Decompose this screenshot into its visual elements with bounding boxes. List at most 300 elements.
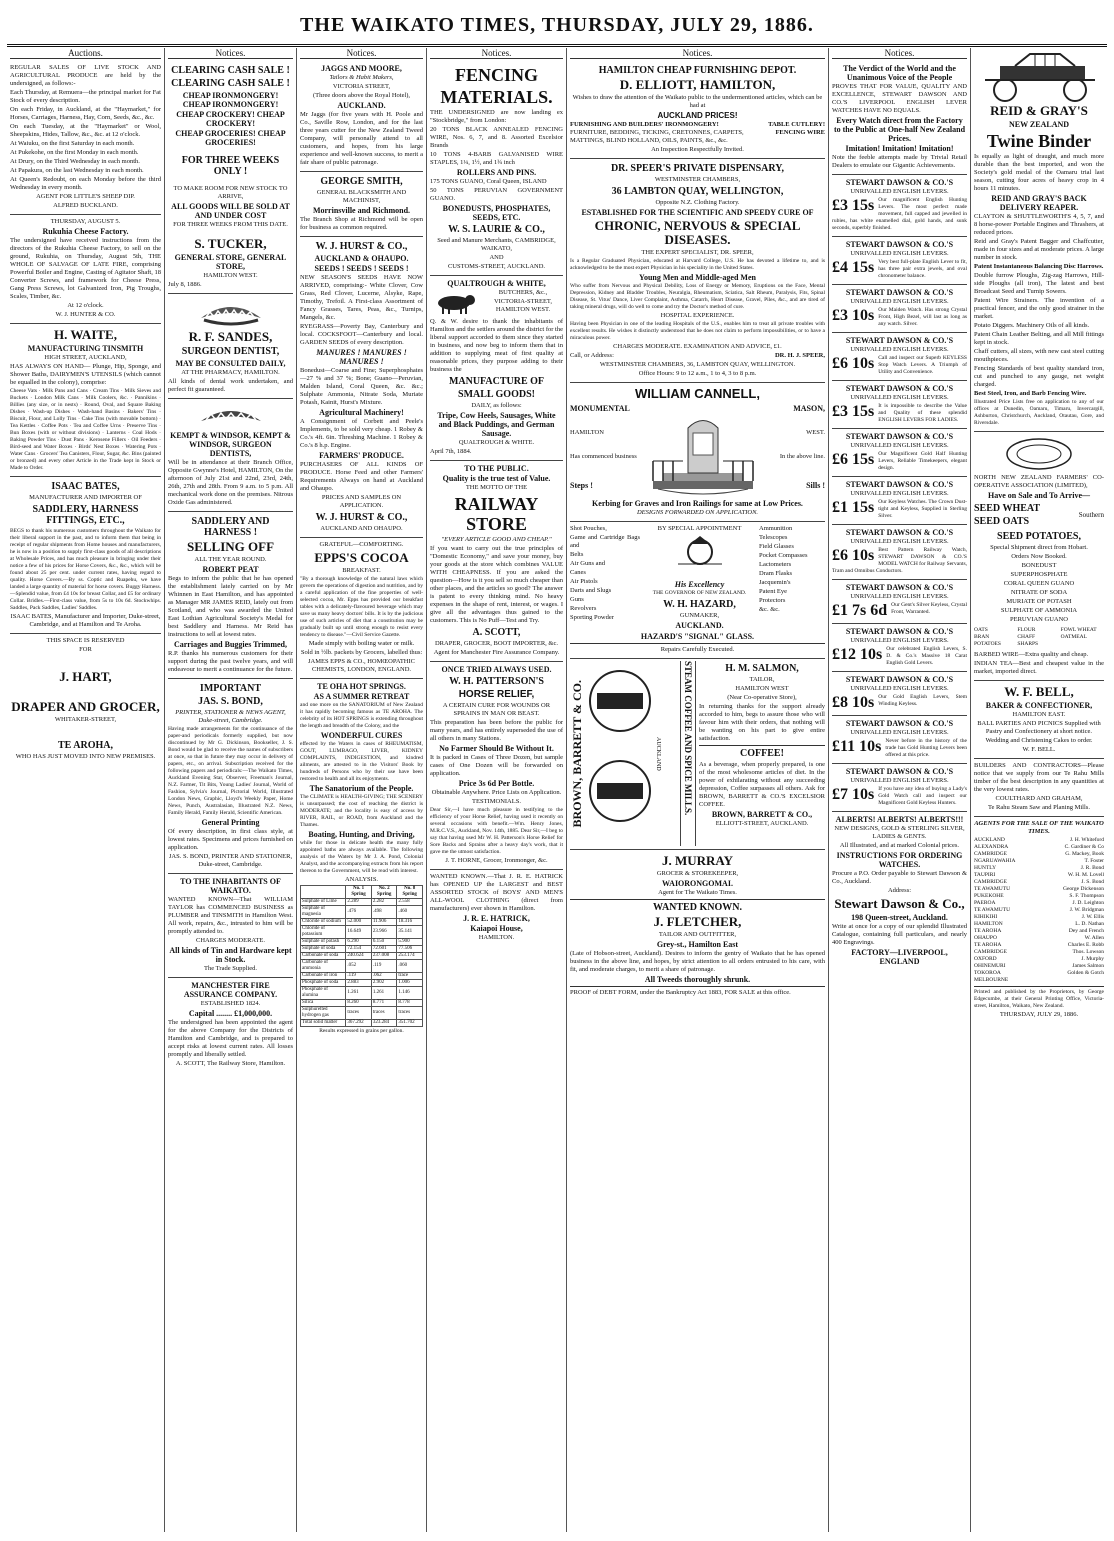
agent-name: J. W. Bridgman (1069, 907, 1104, 913)
advert-text: A Consignment of Corbett and Peele's Implements, to be sold very cheap. 1 Robey & Co.'s 4ft. 6in. Threshing Machine. 1 Robey & Co.'s 8 h.p. Engine. (300, 418, 423, 449)
auction-text: Each Thursday, at Remuera—the principal market for Fat Stock of every description. (10, 89, 161, 104)
auction-text: On each Friday, in Auckland, at the "Haymarket," for Horses, Carriages, Harness, Hay, Corn, Seeds, &c., &c. (10, 106, 161, 121)
advert-line: MAY BE CONSULTED DAILY, (175, 359, 286, 368)
analysis-cell: Sulphate of soda (301, 946, 346, 953)
advert-heading: RAILWAY STORE (454, 494, 539, 534)
analysis-cell: .062 (371, 973, 397, 980)
grain-item: FOWL WHEAT (1060, 627, 1097, 633)
advert-line: GRATEFUL—COMFORTING. (319, 541, 404, 548)
advert-line: BREAKFAST. (342, 567, 381, 574)
advertiser-trade: BAKER & CONFECTIONER, (985, 701, 1093, 710)
watch-subtitle: UNRIVALLED ENGLISH LEVERS. (850, 777, 949, 784)
cannell-advert (570, 383, 825, 522)
agent-name: Charles E. Robb (1067, 942, 1104, 948)
watch-brand: STEWART DAWSON & CO.'S (845, 178, 954, 187)
agent-name: C. Gardiner & Co (1064, 844, 1104, 850)
cannell-body (570, 403, 825, 498)
agent-town: TE AWAMUTU (974, 907, 1011, 913)
advert-line: Special Shipment direct from Hobart. (990, 544, 1088, 551)
agent-name: W. H. M. Lovell (1067, 872, 1104, 878)
advertiser-trade: DRAPER AND GROCER, (11, 699, 160, 714)
analysis-cell: 2.558 (397, 899, 423, 906)
advert-text: Patent Wire Strainers. The invention of a practical fencer, and the only good strainer in the market. (974, 297, 1104, 320)
analysis-column-header: No. 1 Spring (346, 886, 372, 899)
watch-description: Never before in the history of the trade has Gold Hunting Levers been offered at this price. (885, 738, 967, 758)
advertiser-name: D. ELLIOTT, HAMILTON, (619, 77, 776, 92)
grain-item: FLOUR (1017, 627, 1036, 633)
advertiser-trade: GENERAL BLACKSMITH AND MACHINIST, (316, 189, 407, 204)
agent-row (974, 907, 1104, 914)
analysis-cell: .119 (346, 973, 372, 980)
dawson-intro (832, 61, 967, 175)
advert-line: FACTORY—LIVERPOOL, ENGLAND (851, 948, 948, 966)
analysis-cell: .476 (346, 906, 372, 919)
watch-brand: STEWART DAWSON & CO.'S (845, 336, 954, 345)
analysis-header-row (301, 886, 423, 899)
advert-line: FURNISHING AND BUILDERS' IRONMONGERY! (570, 121, 719, 128)
advertiser-name: W. J. HUNTER & CO. (55, 311, 116, 318)
watch-description: Our celebrated English Levers, S. D. & Co.'s Massive 18 Carat English Gold Levers. (886, 646, 967, 666)
hazard-item: Air Guns and (570, 560, 606, 567)
advert-line: FOR THREE WEEKS FROM THIS DATE. (173, 221, 288, 228)
column-heading: Notices. (168, 48, 293, 59)
column-heading: Notices. (430, 48, 563, 59)
advert-heading: Boating, Hunting, and Driving, (308, 830, 415, 839)
hazard-item: &c. &c. (759, 606, 780, 613)
analysis-cell: 35.141 (397, 926, 423, 939)
advert-line: Orders Now Booked. (1011, 553, 1067, 560)
agent-town: TE AROHA (974, 942, 1002, 948)
advertiser-address: Opposite N.Z. Clothing Factory. (655, 199, 740, 206)
analysis-cell: Sulphate of Lime (301, 899, 346, 906)
watch-description: Our Maiden Watch. Has strong Crystal Front, High Bezel, will last as long as any watch. Silver. (878, 307, 967, 327)
advertiser-name: W. H. HAZARD, (663, 599, 736, 610)
advert-line: The Trade Supplied. (204, 965, 257, 972)
advertiser-signature: JAMES EPPS & CO., HOMŒOPATHIC CHEMISTS, LONDON, ENGLAND. (307, 658, 416, 673)
watch-description: Our Gold English Levers, Stem Winding Keyless. (878, 694, 967, 707)
agent-name: J. H. Whiteford (1069, 837, 1104, 843)
tucker-advert (168, 61, 293, 294)
agent-town: AUCKLAND (974, 837, 1005, 843)
advert-text: BUILDERS AND CONTRACTORS—Please notice that we supply from our Te Rahu Mills timber of the best description in any quantities at the very lowest rates. (974, 762, 1104, 793)
watch-brand: STEWART DAWSON & CO.'S (845, 627, 954, 636)
advert-line: Every Watch direct from the Factory to the Public at One-half New Zealand Prices. (833, 116, 966, 143)
column-3 (297, 48, 427, 1532)
advertiser-trade: SADDLERY, HARNESS FITTINGS, ETC., (32, 504, 139, 526)
agent-name: J. W. Ellis (1081, 914, 1104, 920)
fencing-advert (430, 61, 563, 276)
advertiser-address: AUCKLAND & OHAUPO. (314, 254, 409, 263)
bell-advert (974, 681, 1104, 759)
agent-name: Golden & Gotch (1067, 970, 1104, 976)
analysis-cell: traces (371, 1007, 397, 1020)
hazard-item: Guns (570, 596, 584, 603)
watch-advert (832, 624, 967, 672)
te-aroha-springs-advert (300, 679, 423, 1039)
coffee-mills-label: STEAM COFFEE AND SPICE MILLS. (681, 661, 696, 846)
advert-line: DESIGNS FORWARDED ON APPLICATION. (636, 509, 759, 516)
advert-line: ALL GOODS WILL BE SOLD AT AND UNDER COST (171, 202, 290, 220)
advert-heading: HAMILTON CHEAP FURNISHING DEPOT. (598, 65, 797, 76)
advert-text: while for those in delicate health the many fully appointed baths are always available. The following analysis of the Waters by Mr J. A. Pond, Colonial Analyst, and the accompanying extracts from his report thereon to the Government, will be read with interest. (300, 840, 423, 874)
coffee-stamps (585, 661, 655, 846)
advert-line: BARBED WIRE—Extra quality and cheap. (974, 651, 1089, 658)
advert-text: Double furrow Ploughs, Zig-zag Harrows, Hill-side Ploughs (all iron), The latest and best Broadcast Seed and Turnip Sowers. (974, 272, 1104, 295)
advert-text: BALL PARTIES AND PICNICS Supplied with Pastry and Confectionery at short notice. (977, 720, 1101, 735)
watch-brand: STEWART DAWSON & CO.'S (845, 528, 954, 537)
advert-line: WHO HAS JUST MOVED INTO NEW PREMISES. (15, 753, 156, 760)
advert-date: July 8, 1886. (168, 281, 202, 288)
agent-name: James Salmon (1072, 963, 1104, 969)
advertiser-name: DR. H. J. SPEER, (774, 352, 825, 359)
agent-row (974, 872, 1104, 879)
analysis-cell: 1.261 (371, 987, 397, 1000)
stock-item: 175 TONS GUANO, Coral Queen, ISLAND (430, 178, 547, 185)
advert-text: Will be in attendance at their Branch Office, Opposite Gwynne's Hotel, HAMILTON, On the afternoon of July 21st and 22nd, 23rd, 24th, 26th, 27th and 28th. From 9 a.m. to 5 p.m. All mechanical work done on the premises. Nitrous Oxide Gas administered. (168, 459, 293, 506)
advert-text: and one more on the SANATORIUM of New Zealand it has rapidly becoming famous as TE AROHA. The celebrity of its HOT SPRINGS is extending throughout the length and breadth of the Colony, and the (300, 702, 423, 729)
advertiser-name: REID & GRAY'S (990, 103, 1088, 118)
agent-row (974, 914, 1104, 921)
advertiser-address: Morrinsville and Richmond. (312, 206, 411, 215)
monument-illustration (648, 403, 758, 498)
analysis-cell: Sulphate of potash (301, 939, 346, 946)
watch-price: £3 10s (832, 307, 875, 324)
watch-description: Our magnificent English Hunting Levers. The most perfect made movement, full capped and jewelled in rubies, has white enamelled dial, gold hands, and sunk seconds, superbly finished. (832, 197, 967, 231)
advert-text: PROOF of DEBT FORM, under the Bankruptcy Act 1883, FOR SALE at this office. (570, 989, 791, 996)
brown-barrett-name: BROWN, BARRETT & CO. (570, 679, 584, 828)
bates-advert (10, 477, 161, 634)
coffee-stamp-icon (585, 661, 655, 841)
advert-line: CHEAP IRONMONGERY! CHEAP IRONMONGERY! (182, 91, 279, 109)
imprint-date: THURSDAY, JULY 29, 1886. (999, 1011, 1079, 1018)
watch-brand: STEWART DAWSON & CO.'S (845, 767, 954, 776)
analysis-cell: traces (397, 1007, 423, 1020)
auction-text: AGENT FOR LITTLE'S SHEEP DIP. (36, 193, 135, 200)
advert-heading: Agricultural Machinery! (319, 408, 404, 417)
peat-advert (168, 512, 293, 679)
auction-text: At Queen's Redoubt, on each Monday before the third Wednesday in every month. (10, 176, 161, 191)
advert-text: PURCHASERS OF ALL KINDS OF PRODUCE. Horse Feed and other Farmers' Requirements Always on hand at Auckland and Ohaupo. (300, 461, 423, 492)
advert-text: Who suffer from Nervous and Physical Debility, Loss of Energy or Memory, Eruptions on the Face, Mental Depression, Kidney and Bladder Troubles, Neuralgia, Rheumatism, Sciatica, Salt Rheum, Paralysis, Fits, Spinal Disease, St. Vitus' Dance, Liver Complaint, Asthma, Catarrh, Heart Disease, Gravel, Piles, &c., and are tired of taking mineral drugs, will do well to come and try the Doctor's method of cure. (570, 283, 825, 310)
advertiser-name: JAS. S. BOND, (198, 696, 263, 707)
advert-line: Address: (887, 887, 912, 894)
farmers-coop-advert (974, 432, 1104, 681)
analysis-cell: 16.649 (346, 926, 372, 939)
advert-heading: FENCING (454, 65, 538, 85)
advertiser-address: Grey-st., Hamilton East (656, 940, 739, 949)
advert-heading: EPPS'S COCOA (314, 550, 409, 565)
waite-advert (10, 324, 161, 477)
advertiser-trade: TAILOR AND OUTFITTER, (658, 931, 737, 938)
hazard-centre (645, 524, 755, 631)
analysis-cell: traces (346, 1007, 372, 1020)
advertiser-address: CUSTOMS-STREET, AUCKLAND. (447, 263, 546, 270)
advertiser-name: JAGGS AND MOORE, (321, 64, 402, 73)
advert-line: Call, or Address: (570, 352, 614, 359)
watch-price: £1 7s 6d (832, 602, 888, 619)
auction-text: At Pukekohe, on the first Monday in each month. (10, 149, 139, 156)
grain-item: BRAN (974, 634, 990, 640)
advert-line: Southern (1078, 511, 1104, 519)
railway-store-advert (430, 461, 563, 662)
advert-text: R.P. thanks his numerous customers for their support during the past twelve years, and will endeavour to merit a continuance for the future. (168, 650, 293, 673)
analysis-cell: 1.146 (397, 987, 423, 1000)
coulthard-advert (974, 759, 1104, 817)
advert-line: TABLE CUTLERY! (768, 121, 825, 128)
analysis-cell: .060 (397, 960, 423, 973)
advert-text: It is packed in Cases of Three Dozen, but sample cases of One Dozen will be forwarded on application. (430, 754, 563, 777)
hazard-item: Dram Flasks (759, 570, 793, 577)
analysis-table (300, 885, 423, 1027)
advert-line: Repairs Carefully Executed. (660, 646, 735, 653)
advert-text: WANTED KNOWN.—That J. R. E. HATRICK has OPENED UP the LARGEST and BEST ASSORTED STOCK of BOYS' AND MEN'S ALL-WOOL CLOTHING (direct from manufacturers) ever shown in Hamilton. (430, 873, 563, 912)
advert-line: Made simply with boiling water or milk. (308, 640, 415, 647)
analysis-cell: Sulphate of magnesia (301, 906, 346, 919)
advert-text: Patent Chain Leather Belting, and all Mill fittings kept in stock. (974, 331, 1104, 346)
advert-text: Procure a P.O. Order payable to Stewart Dawson & Co., Auckland. (832, 870, 967, 885)
advert-heading: FOR THREE WEEKS ONLY ! (181, 155, 280, 177)
advert-heading: CLEARING CASH SALE ! (171, 78, 290, 89)
advert-heading: IMPORTANT (199, 683, 262, 694)
agent-town: CAMBRIDGE (974, 879, 1008, 885)
watch-brand: STEWART DAWSON & CO.'S (845, 288, 954, 297)
watch-advert (832, 429, 967, 477)
advert-text: Illustrated Price Lists free on application to any of our offices at Dunedin, Oamaru, Timaru, Invercargill, Ashburton, Christchurch, Auckland, Otautau, Gore, and Riversdale. (974, 399, 1104, 426)
fertiliser-item: CORAL QUEEN GUANO (1003, 580, 1075, 587)
advert-text: Mr Jaggs (for five years with H. Poole and Co., Saville Row, London, and for the last three years cutter for the New Zealand Tweed Company, will personally attend to all customers, and hopes, from his large experience and well-known success, to merit a fair share of public patronage. (300, 111, 423, 166)
agent-row (974, 851, 1104, 858)
hazard-item: Telescopes (759, 534, 788, 541)
hazard-body (570, 524, 825, 631)
advert-text: Patent Instantaneous Balancing Disc Harrows. (974, 263, 1104, 270)
watch-price: £7 10s (832, 786, 875, 803)
advert-line: Sills ! (806, 481, 825, 490)
advert-line: A CERTAIN CURE FOR WOUNDS OR SPRAINS IN MAN OR BEAST. (442, 702, 551, 717)
analysis-cell: 2.289 (346, 899, 372, 906)
qualtrough-advert (430, 276, 563, 461)
bond-advert (168, 679, 293, 874)
advert-line: Carriages and Buggies Trimmed, (173, 640, 288, 649)
advertiser-town: WAIORONGOMAI. (662, 879, 733, 888)
watch-subtitle: UNRIVALLED ENGLISH LEVERS. (850, 490, 949, 497)
advertiser-name: J. FLETCHER, (653, 914, 742, 929)
agent-row (974, 893, 1104, 900)
agent-row (974, 956, 1104, 963)
column-2 (165, 48, 297, 1532)
advert-text: PROVES THAT FOR VALUE, QUALITY AND EXCELLENCE, STEWART DAWSON AND CO.'S LIVERPOOL ENGLISH LEVER WATCHES HAVE NO EQUALS. (832, 83, 967, 114)
fertiliser-item: MURIATE OF POTASH (1006, 598, 1072, 605)
agent-row (974, 949, 1104, 956)
analysis-cell: 6.150 (371, 939, 397, 946)
advert-heading: AS A SUMMER RETREAT (313, 692, 410, 701)
advertiser-town: AUCKLAND. (337, 101, 386, 110)
advertiser-name: J. HART, (59, 669, 112, 684)
advertiser-address: AUCKLAND AND OHAUPO. (320, 525, 403, 532)
watch-price: £12 10s (832, 646, 883, 663)
watch-advert (832, 580, 967, 624)
brown-barrett-town: AUCKLAND (655, 736, 661, 771)
analysis-cell: Phosphate of soda (301, 980, 346, 987)
product-name: SEED WHEAT (974, 503, 1041, 514)
advert-text: Potato Diggers. Machinery Oils of all kinds. (974, 322, 1090, 329)
dentures-illustration (196, 403, 266, 429)
analysis-cell: 23.966 (371, 926, 397, 939)
column-5 (567, 48, 829, 1532)
advert-line: NEW ZEALAND (1008, 120, 1070, 129)
watch-advert (832, 525, 967, 580)
advertiser-name: J. MURRAY (661, 853, 734, 868)
analysis-row (301, 899, 423, 906)
analysis-row (301, 939, 423, 946)
advert-line: All kinds of Tin and Hardware kept in Stock. (169, 946, 292, 964)
product-name: Twine Binder (986, 131, 1092, 151)
agent-row (974, 900, 1104, 907)
advert-heading: WONDERFUL CURES (320, 731, 403, 740)
advert-line: Agent for The Waikato Times. (658, 889, 737, 896)
watch-description: Call and inspect our Superb KEYLESS Stop Watch Levers. A Triumph of Utility and Convenience. (878, 355, 967, 375)
advert-heading: ESTABLISHED FOR THE SCIENTIFIC AND SPEEDY CURE OF (581, 208, 814, 217)
watch-description: It is impossible to describe the Value and Quality of these splendid ENGLISH LEVERS FOR LADIES. (878, 403, 967, 423)
advert-text: Note the feeble attempts made by Trivial Retail Dealers to emulate our Gigantic Achievements. (832, 154, 967, 169)
grain-list (974, 627, 1104, 648)
advert-line: Wishes to draw the attention of the Waikato public to the undermentioned articles, which can be had at (572, 94, 823, 109)
advert-line: CHEAP GROCERIES! CHEAP GROCERIES! (175, 129, 286, 147)
advert-line: CHEAP CROCKERY! CHEAP CROCKERY! (176, 110, 285, 128)
analysis-row (301, 919, 423, 926)
advert-text: BEGS to thank his numerous customers throughout the Waikato for their liberal support in the past, and to inform them that being in receipt of regular shipments from Home houses and manufacturers, he is now in a position to supply first-class goods of all descriptions at Wholesale Prices, and has much pleasure in bringing under their notice a few of his prices for Horse Covers, &c., &c., which will be found about 25 per cent. under current rates, having regard to quality. Horse Covers.—By ss. Coptic and Ruapehu, we have landed a large quantity of material for horse covers. Buggy Harness.—Splendid value, from £4 10s for breast Collar, and £5 for ordinary Collar. Bridles.—First-class value, from 5s to 10s 6d. Stockwhips. Saddles, Pack Saddles, Ladies' Saddles. (10, 528, 161, 611)
hazard-item: Protectors (759, 597, 786, 604)
advertiser-address: WHITAKER-STREET, (54, 716, 117, 723)
watch-advert (832, 333, 967, 381)
advert-line: Kerbing for Graves and Iron Railings for same at Low Prices. (592, 499, 803, 508)
advert-heading: CHRONIC, NERVOUS & SPECIAL DISEASES. (594, 218, 801, 247)
agent-row (974, 879, 1104, 886)
cheese-factory-advert (10, 215, 161, 324)
advert-text: WANTED KNOWN—That WILLIAM TAYLOR has COMMENCED BUSINESS as PLUMBER and TINSMITH in Hamilton West. All work, repairs, &c., intrusted to him will be promptly attended to. (168, 896, 293, 935)
advert-heading: INSTRUCTIONS FOR ORDERING WATCHES. (836, 851, 963, 869)
advert-heading: TESTIMONIALS. (472, 798, 521, 805)
advertiser-name: ALFRED BUCKLAND. (53, 202, 118, 209)
agent-row (974, 837, 1104, 844)
binder-machine-illustration (975, 52, 1103, 102)
advert-heading: FARMERS' PRODUCE. (319, 451, 404, 460)
advertiser-signature: J. T. HORNE, Grocer, Ironmonger, &c. (445, 857, 548, 864)
hatrick-advert (430, 870, 563, 946)
newspaper-page (7, 4, 1107, 1534)
watch-price: £6 10s (832, 547, 875, 564)
advert-line: Sold in ½lb. packets by Grocers, labelled thus: (300, 649, 423, 656)
agent-name: George Dickenson (1063, 886, 1104, 892)
watch-price: £6 10s (832, 355, 875, 372)
advert-line: No Farmer Should Be Without It. (439, 744, 554, 753)
advert-line: THE EXPERT SPECIALIST, DR. SPEER, (641, 249, 754, 256)
hazard-item: Patent Eye (759, 588, 787, 595)
advert-text: Reid and Gray's Patent Bagger and Chaffcutter, made in four sizes and at moderate prices. A large number in stock. (974, 238, 1104, 261)
hazard-item: Jacquemin's (759, 579, 791, 586)
advertiser-trade: Seed and Manure Merchants, CAMBRIDGE, WAIKATO, (437, 237, 556, 252)
watch-description: Our Keyless Watches. The Crown Dust-tight and Keyless, Supplied in Sterling Silver. (878, 499, 967, 519)
agent-row (974, 858, 1104, 865)
advert-line: CHARGES MODERATE. (196, 937, 265, 944)
seed-block (974, 501, 1104, 529)
stock-item: 20 TONS BLACK ANNEALED FENCING WIRE, Nos. 6, 7, and 8. Assorted Excelsior Brands (430, 126, 563, 149)
advertiser-trade: MANUFACTURING TINSMITH (27, 344, 144, 353)
analysis-cell: Chloride of sodium (301, 919, 346, 926)
manchester-fire-advert (168, 978, 293, 1072)
kempt-advert (168, 399, 293, 512)
advert-text: (Late of Hobson-street, Auckland). Desires to inform the gentry of Waikato that he has opened business in the above line, and hopes, by strict attention to all orders entrusted to his care, with fit, and moderate charges, to merit a share of patronage. (570, 950, 825, 973)
advert-line: DAILY, as follows: (471, 402, 522, 409)
fertiliser-item: NITRATE OF SODA (1010, 589, 1068, 596)
advert-text: In returning thanks for the support already accorded to him, begs to assure those who will favour him with their orders, that nothing will be wanting on his part to give entire satisfaction. (699, 703, 825, 742)
agent-town: OXFORD (974, 956, 997, 962)
product-list: FURNITURE, BEDDING, TICKING, CRETONNES, CARPETS, MATTINGS, BLIND HOLLAND, OILS, PAINTS, &c., &c. (570, 129, 744, 144)
watch-brand: STEWART DAWSON & CO.'S (845, 240, 954, 249)
watch-description: Our Gent's Silver Keyless, Crystal Front, Warranted. (891, 602, 967, 615)
watch-brand: STEWART DAWSON & CO.'S (845, 432, 954, 441)
advert-text: "By a thorough knowledge of the natural laws which govern the operations of digestion and nutrition, and by a careful application of the fine properties of well-selected cocoa, Mr. Epps has provided our breakfast tables with a delicately-flavoured beverage which may save us many heavy doctors' bills. It is by the judicious use of such articles of diet that a constitution may be gradually built up until strong enough to resist every tendency to disease."—Civil Service Gazette. (300, 576, 423, 638)
advert-text: Of every description, in first class style, at lowest rates. Specimens and prices furnished on application. (168, 828, 293, 851)
advert-heading: Young Men and Middle-aged Men (639, 273, 756, 282)
advert-heading: WANTED KNOWN. (653, 902, 742, 913)
watch-advert (832, 716, 967, 764)
watch-description: Very best full-plate English Lever to fit, has three pair extra jewels, and oval chronometer balance. (878, 259, 967, 279)
advert-line: Has commenced business (570, 453, 637, 460)
analysis-row (301, 987, 423, 1000)
column-heading: Notices. (300, 48, 423, 59)
advert-line: CHARGES MODERATE. EXAMINATION AND ADVICE, £1. (613, 343, 782, 350)
advert-line: ALL THE YEAR ROUND. (194, 556, 267, 563)
advert-date: April 7th, 1884. (430, 448, 472, 455)
analysis-cell: 253.174 (397, 953, 423, 960)
advertiser-address: AT THE PHARMACY, HAMILTON. (181, 369, 280, 376)
advert-text: Chaff cutters, all sizes, with new cast steel cutting mouthpieces. (974, 348, 1104, 363)
fertiliser-item: BONEDUST (1021, 562, 1057, 569)
agent-town: TOKOROA (974, 970, 1001, 976)
watch-advert (832, 764, 967, 812)
watch-brand: STEWART DAWSON & CO.'S (845, 583, 954, 592)
brown-barrett-panel (570, 661, 681, 846)
column-4 (427, 48, 567, 1532)
advert-line: Obtainable Anywhere. Price Lists on Application. (431, 789, 562, 796)
advertiser-address: HAMILTON WEST. (203, 272, 258, 279)
agent-row (974, 942, 1104, 949)
salmon-coffee-panel (696, 661, 825, 846)
advert-text: effected by the Waters in cases of RHEUMATISM, GOUT, LUMBAGO, LIVER, KIDNEY COMPLAINTS, INDIGESTION, and kindred ailments, are attested to in the Visitors' Book by hundreds of Persons who by their use have been restored to health and all its enjoyments. (300, 741, 423, 782)
masthead (7, 4, 1107, 47)
analysis-cell: 2.883 (346, 980, 372, 987)
analysis-cell: 8.771 (371, 1000, 397, 1007)
watch-advert (832, 672, 967, 716)
agent-row (974, 935, 1104, 942)
watch-description: Our Magnificent Gold Half Hunting Levers, Reliable Timekeepers, elegant design. (878, 451, 967, 471)
agent-name: J. D. Leighton (1072, 900, 1104, 906)
agent-town: OHAUPO (974, 935, 997, 941)
advert-heading: SEEDS ! SEEDS ! SEEDS ! (314, 264, 409, 273)
agent-row (974, 865, 1104, 872)
reid-gray-advert (974, 48, 1104, 432)
analysis-cell: trace (397, 973, 423, 980)
hazard-right-list (759, 524, 825, 631)
agent-town: NGARUAWAHIA (974, 858, 1016, 864)
watch-list (832, 175, 967, 812)
advertiser-trade: MONUMENTAL (570, 404, 630, 413)
advert-line: BY SPECIAL APPOINTMENT (657, 525, 742, 532)
advert-heading: AUCKLAND PRICES! (657, 111, 738, 120)
watch-subtitle: UNRIVALLED ENGLISH LEVERS. (850, 637, 949, 644)
advert-heading: HOSPITAL EXPERIENCE. (660, 312, 735, 319)
hazard-item: Lactometers (759, 561, 792, 568)
